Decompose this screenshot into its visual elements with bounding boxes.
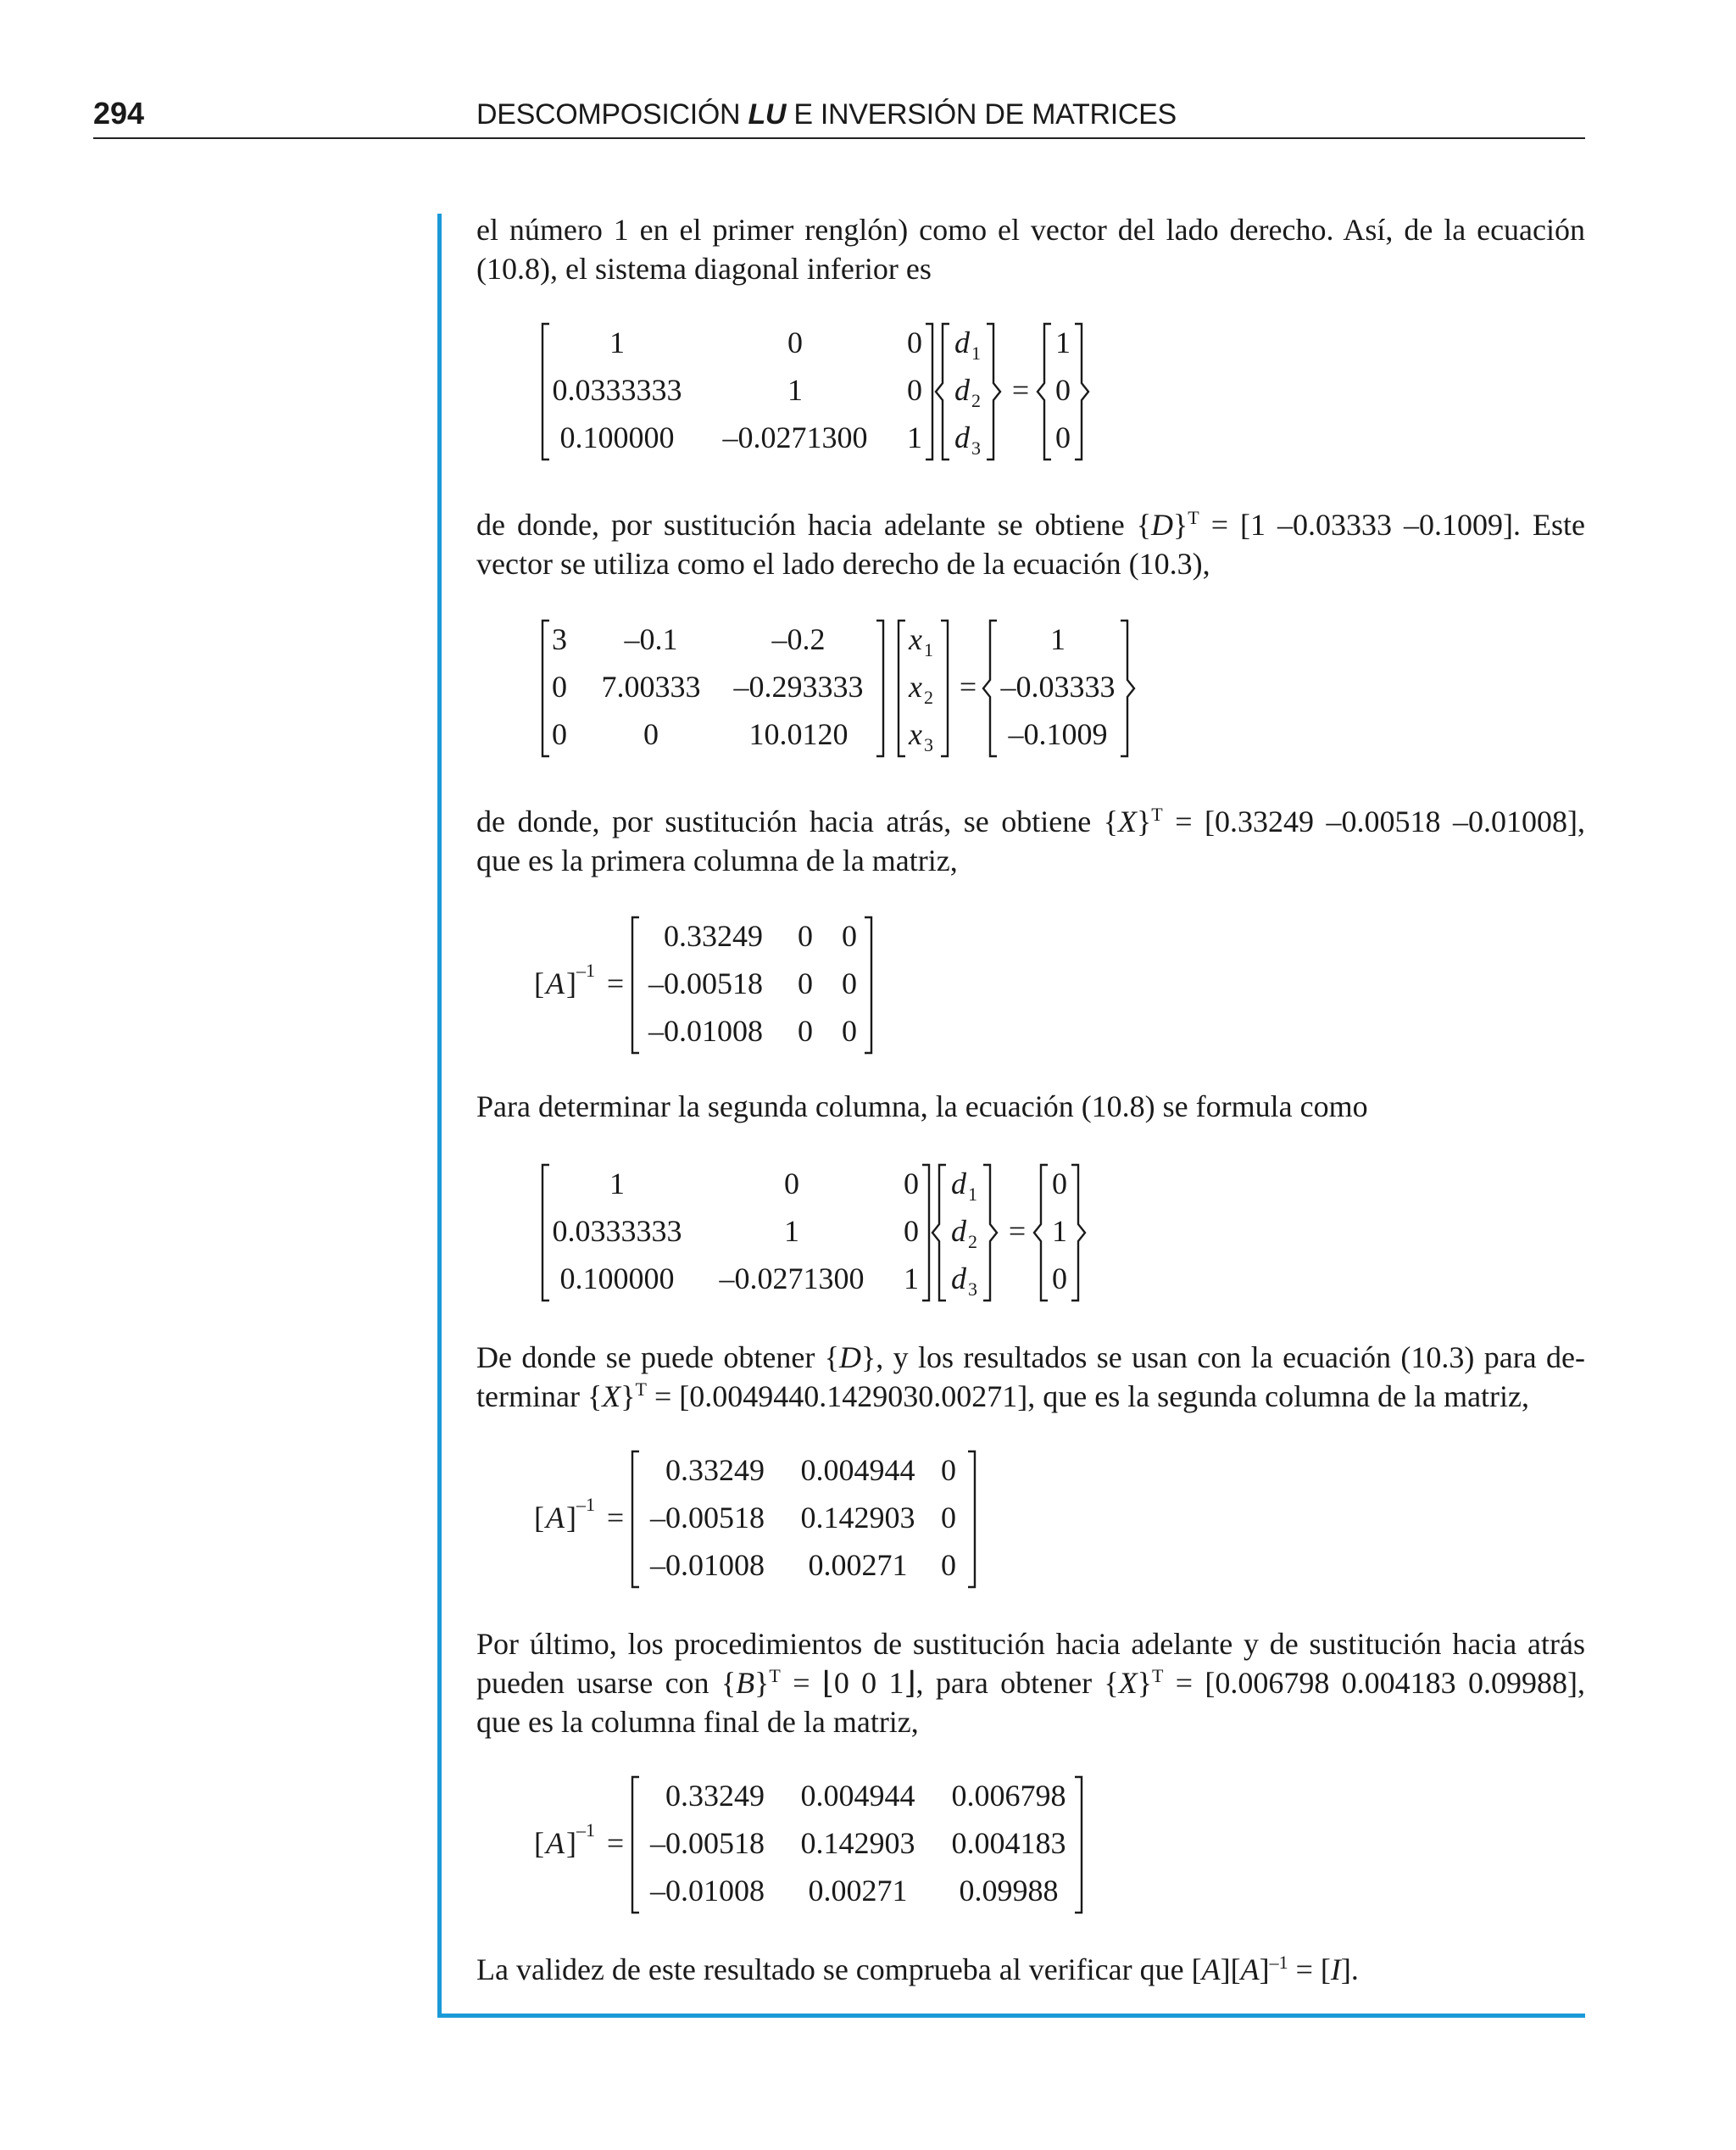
matrix-cell: 0 [907, 326, 922, 359]
vector-sub: 3 [924, 734, 933, 755]
right-bracket [876, 621, 883, 756]
paragraph-line: La validez de este resultado se comprueba al verificar que $[A][A]^{-1} = [I]$. [476, 1952, 1359, 1986]
vector-sub: 2 [968, 1231, 977, 1252]
matrix-cell: 0.09988 [959, 1874, 1059, 1908]
matrix-cell: 1 [904, 1262, 919, 1295]
paragraph-3 [476, 802, 1585, 880]
rhs-cell: 0 [1055, 373, 1071, 407]
matrix-cell: 0 [842, 966, 857, 1000]
lhs-sup: –1 [576, 1494, 595, 1515]
matrix-cell: 1 [907, 421, 922, 454]
matrix-cell: 0 [904, 1214, 919, 1248]
paragraph-4 [476, 1087, 1585, 1126]
vector-sub: 2 [971, 390, 981, 411]
rhs-cell: 1 [1052, 1214, 1067, 1248]
paragraph-5 [476, 1338, 1585, 1416]
matrix-cell: 0 [798, 966, 813, 1000]
matrix-cell: 1 [609, 326, 625, 359]
paragraph-line: de donde, por sustitución hacia adelante se obtiene $\{D\}^T = [1$ –0.03333 –0.1009]. Este [476, 507, 1585, 542]
matrix-cell: 0 [907, 373, 922, 407]
lhs-bracket-open: [ [534, 966, 544, 1000]
lhs-bracket-open: [ [534, 1501, 544, 1535]
matrix-cell: –0.01008 [650, 1548, 765, 1582]
matrix-cell: 0.33249 [664, 919, 763, 953]
left-bracket [899, 621, 905, 756]
matrix-cell: 1 [609, 1167, 625, 1200]
rhs-cell: 0 [1052, 1167, 1067, 1200]
left-bracket [542, 621, 549, 756]
right-brace [1121, 621, 1134, 756]
lhs-var: A [546, 1501, 565, 1535]
vector-var: d [954, 373, 970, 407]
equation-inverse-col1 [534, 914, 890, 1058]
matrix-cell: 0.0333333 [552, 373, 682, 407]
left-bracket [542, 1165, 549, 1301]
equation-lower-system-1 [539, 320, 1132, 465]
paragraph-line: el número 1 en el primer renglón) como el vector del lado derecho. Así, de la ecuación [476, 213, 1585, 247]
matrix-cell: 3 [552, 622, 567, 656]
vector-sub: 1 [971, 343, 981, 364]
paragraph-line: Para determinar la segunda columna, la ecuación (10.8) se formula como [476, 1089, 1368, 1123]
lhs-bracket-close: ] [566, 1826, 576, 1860]
vector-sub: 1 [968, 1184, 977, 1205]
matrix-cell: 7.00333 [601, 670, 701, 704]
left-bracket [632, 1451, 639, 1587]
vector-var: d [954, 421, 970, 454]
matrix-cell: 0 [552, 717, 567, 751]
example-side-bar [437, 214, 442, 2018]
paragraph-6 [476, 1624, 1585, 1741]
matrix-cell: 0.100000 [559, 1262, 675, 1295]
vector-sub: 2 [924, 687, 933, 708]
matrix-cell: 0 [842, 919, 857, 953]
right-bracket [922, 1165, 929, 1301]
paragraph-line: (10.8), el sistema diagonal inferior es [476, 252, 932, 286]
right-bracket [926, 324, 932, 460]
matrix-cell: 0 [941, 1548, 956, 1582]
vector-var: d [951, 1214, 966, 1248]
matrix-cell: 0.33249 [665, 1453, 765, 1487]
left-bracket [632, 917, 639, 1053]
left-bracket [542, 324, 549, 460]
left-brace [1038, 324, 1051, 460]
paragraph-2 [476, 505, 1585, 583]
vector-var: d [951, 1167, 966, 1200]
matrix-cell: 0 [904, 1167, 919, 1200]
rhs-cell: –0.1009 [1008, 717, 1108, 751]
matrix-cell: –0.00518 [650, 1501, 765, 1535]
matrix-cell: 1 [784, 1214, 799, 1248]
equals-sign: = [1011, 373, 1030, 407]
equals-sign: = [959, 670, 977, 704]
matrix-cell: 0.100000 [559, 421, 675, 454]
matrix-cell: 0 [941, 1501, 956, 1535]
left-brace [983, 621, 997, 756]
matrix-cell: –0.0271300 [719, 1262, 865, 1295]
equation-inverse-col2 [534, 1448, 992, 1592]
lhs-bracket-close: ] [566, 966, 576, 1000]
lhs-var: A [546, 1826, 565, 1860]
right-bracket [968, 1451, 975, 1587]
lhs-sup: –1 [576, 960, 595, 981]
matrix-cell: –0.0271300 [722, 421, 868, 454]
paragraph-line: terminar $\{X\}^T = [0.0049440.1429030.00271]$, que es la segunda columna de la matriz, [476, 1379, 1530, 1413]
matrix-cell: –0.00518 [650, 1826, 765, 1860]
matrix-cell: 0 [784, 1167, 799, 1200]
example-bottom-bar [437, 2014, 1585, 2018]
paragraph-line: de donde, por sustitución hacia atrás, se obtiene $\{X\}^T = [0.33249$ –0.00518 –0.01008], [476, 804, 1585, 838]
paragraph-line: vector se utiliza como el lado derecho de la ecuación (10.3), [476, 547, 1210, 581]
matrix-cell: 0 [552, 670, 567, 704]
matrix-cell: 0 [787, 326, 803, 359]
matrix-cell: 0.142903 [800, 1501, 915, 1535]
paragraph-line: Por último, los procedimientos de sustitución hacia adelante y de sustitución hacia atrás [476, 1627, 1585, 1661]
rhs-cell: –0.03333 [1000, 670, 1116, 704]
vector-var: d [954, 326, 970, 359]
paragraph-7 [476, 1950, 1585, 1989]
running-head [476, 98, 1177, 131]
right-brace [983, 1165, 997, 1301]
vector-var: d [951, 1262, 966, 1295]
paragraph-line: que es la columna final de la matriz, [476, 1705, 919, 1739]
matrix-cell: –0.2 [771, 622, 826, 656]
right-brace [1071, 1165, 1085, 1301]
right-bracket [865, 917, 871, 1053]
lhs-bracket-close: ] [566, 1501, 576, 1535]
page-number: 294 [93, 96, 145, 131]
matrix-cell: –0.293333 [733, 670, 864, 704]
matrix-cell: 0 [842, 1014, 857, 1048]
equation-lower-system-2 [539, 1161, 1132, 1306]
header-rule [93, 137, 1585, 139]
equals-sign: = [606, 1501, 625, 1535]
left-bracket [632, 1777, 639, 1913]
matrix-cell: 1 [787, 373, 803, 407]
vector-var: x [909, 717, 922, 751]
rhs-cell: 1 [1050, 622, 1066, 656]
matrix-cell: 0 [643, 717, 659, 751]
paragraph-line: que es la primera columna de la matriz, [476, 844, 958, 877]
running-head-part1: DESCOMPOSICIÓN [476, 98, 748, 131]
matrix-cell: 0.0333333 [552, 1214, 682, 1248]
vector-sub: 1 [924, 639, 933, 660]
right-bracket [1075, 1777, 1082, 1913]
matrix-cell: 0.00271 [808, 1874, 908, 1908]
equation-upper-system-1 [539, 617, 1149, 761]
matrix-cell: 0.004944 [800, 1453, 915, 1487]
vector-var: x [909, 622, 922, 656]
matrix-cell: –0.01008 [650, 1874, 765, 1908]
right-brace [987, 324, 1000, 460]
paragraph-1 [476, 210, 1585, 288]
matrix-cell: 0.33249 [665, 1779, 765, 1813]
matrix-cell: –0.1 [624, 622, 678, 656]
equation-inverse-final [534, 1774, 1093, 1918]
rhs-cell: 1 [1055, 326, 1071, 359]
matrix-cell: 0.00271 [808, 1548, 908, 1582]
running-head-italic: LU [748, 98, 787, 131]
matrix-cell: 0 [798, 1014, 813, 1048]
matrix-cell: –0.01008 [648, 1014, 763, 1048]
matrix-cell: 0.004183 [951, 1826, 1066, 1860]
lhs-bracket-open: [ [534, 1826, 544, 1860]
paragraph-line: De donde se puede obtener {D}, y los resultados se usan con la ecuación (10.3) para de- [476, 1340, 1585, 1374]
left-brace [1034, 1165, 1048, 1301]
matrix-cell: 0 [941, 1453, 956, 1487]
lhs-sup: –1 [576, 1819, 595, 1841]
lhs-var: A [546, 966, 565, 1000]
matrix-cell: 0 [798, 919, 813, 953]
right-brace [1075, 324, 1088, 460]
rhs-cell: 0 [1055, 421, 1071, 454]
equals-sign: = [606, 1826, 625, 1860]
equals-sign: = [606, 966, 625, 1000]
matrix-cell: 0.004944 [800, 1779, 915, 1813]
matrix-cell: 0.142903 [800, 1826, 915, 1860]
matrix-cell: 10.0120 [748, 717, 849, 751]
running-head-part2: E INVERSIÓN DE MATRICES [786, 98, 1177, 131]
left-brace [936, 324, 949, 460]
paragraph-line: pueden usarse con $\{B\}^T$ = ⌊0 0 1⌋, para obtener $\{X\}^T = [0.006798$ 0.004183 0.09988], [476, 1665, 1585, 1700]
vector-var: x [909, 670, 922, 704]
vector-sub: 3 [968, 1278, 977, 1300]
equals-sign: = [1008, 1214, 1027, 1248]
matrix-cell: –0.00518 [648, 966, 763, 1000]
rhs-cell: 0 [1052, 1262, 1067, 1295]
matrix-cell: 0.006798 [951, 1779, 1066, 1813]
left-brace [932, 1165, 946, 1301]
vector-sub: 3 [971, 437, 981, 459]
right-bracket [941, 621, 948, 756]
